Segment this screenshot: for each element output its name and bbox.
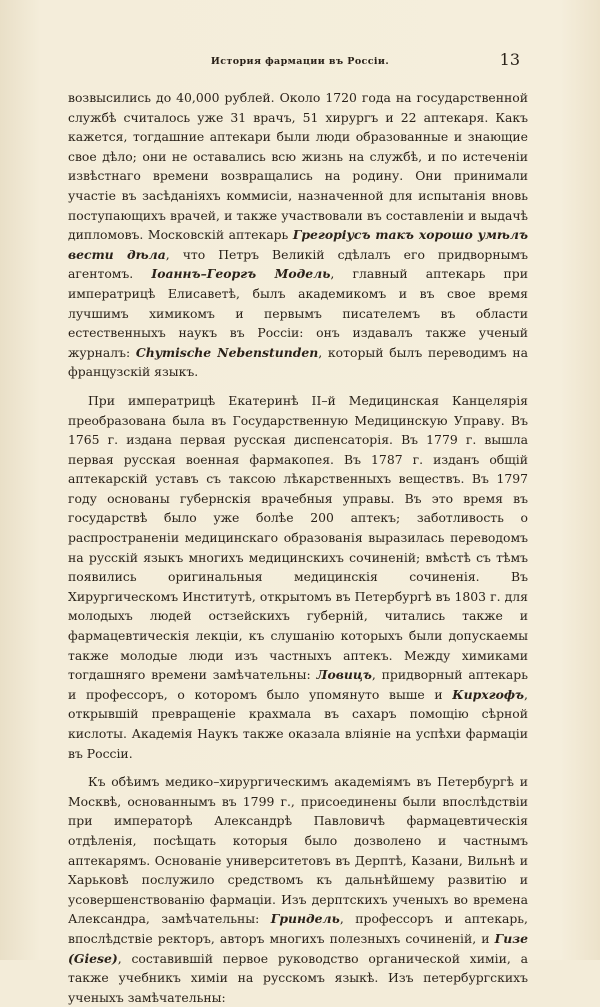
text-run: , профессоръ и аптекарь, впослѣдствіе ректоръ, авторъ многихъ полезныхъ сочиненій, и — [68, 911, 528, 946]
text-run: Къ обѣимъ медико–хирургическимъ академіямъ въ Петербургѣ и Москвѣ, основаннымъ въ 1799 г., присоединены были впослѣдствіи при императорѣ Александрѣ Павловичѣ фармацевтическія отдѣленія, посѣщать которыя было дозволено и частнымъ аптекарямъ. Основаніе университетовъ въ Дерптѣ, Казани, Вильнѣ и Харьковѣ послужило средствомъ къ дальнѣйшему развитію и усовершенствованію фармаціи. Изъ дерптскихъ ученыхъ во времена Александра, замѣчательны: — [68, 774, 528, 927]
page-header — [0, 50, 600, 74]
text-run: , составившій первое руководство органической химіи, а также учебникъ химіи на русскомъ языкѣ. Изъ петербургскихъ ученыхъ замѣчательны: — [68, 950, 528, 1005]
text-run: При императрицѣ Екатеринѣ II–й Медицинская Канцелярія преобразована была въ Государственную Медицинскую Управу. Въ 1765 г. издана первая русская диспенсаторія. Въ 1779 г. вышла первая русская военная фармакопея. Въ 1787 г. изданъ общій аптекарскій уставъ съ таксою лѣкарственныхъ веществъ. Въ 1797 году основаны губернскія врачебныя управы. Въ это время въ государствѣ было уже болѣе 200 аптекъ; заботливость о распространеніи медицинскаго образованія выразилась переводомъ на русскій языкъ многихъ медицинскихъ сочиненій; вмѣстѣ съ тѣмъ появились оригинальныя медицинскія сочиненія. Въ Хирургическомъ Институтѣ, открытомъ въ Петербургѣ въ 1803 г. для молодыхъ людей остзейскихъ губерній, читались также и фармацевтическія лекціи, къ слушанію которыхъ были допускаемы также молодые люди изъ частныхъ аптекъ. Между химиками тогдашняго времени замѣчательны: — [68, 392, 528, 683]
text-run: , который былъ переводимъ на французскій языкъ. — [68, 344, 528, 380]
emphasized-name: Іоаннъ–Георгъ Модель — [151, 266, 331, 282]
emphasized-name: Гриндель — [270, 911, 340, 927]
emphasized-name: Гизе (Giese) — [68, 930, 528, 966]
paragraph — [68, 391, 528, 763]
emphasized-name: Грегоріусъ такъ хорошо умѣлъ вести дѣла — [68, 227, 528, 262]
emphasized-name: Chymische Nebenstunden — [135, 344, 319, 360]
page-number: 13 — [499, 50, 520, 69]
text-run: , придворный аптекарь и профессоръ, о которомъ было упомянуто выше и — [68, 667, 528, 702]
paragraph — [68, 88, 528, 382]
running-title: История фармации въ Россіи. — [210, 56, 390, 67]
text-run: возвысились до 40,000 рублей. Около 1720 года на государственной службѣ считалось уже 31 врачъ, 51 хирургъ и 22 аптекаря. Какъ кажется, тогдашние аптекари были люди образованные и знающие свое дѣло; они не оставались всю жизнь на службѣ, и по истеченіи извѣстнаго времени возвращались на родину. Они принимали участіе въ засѣданіяхъ коммисіи, назначенной для испытанія вновь поступающихъ врачей, и также участвовали въ составленіи и выдачѣ дипломовъ. Московскій аптекарь — [68, 90, 528, 243]
emphasized-name: Ловицъ — [316, 667, 372, 683]
body-text — [68, 88, 528, 1007]
text-run: , главный аптекарь при императрицѣ Елисаветѣ, былъ академикомъ и въ свое время лучшимъ химикомъ и первымъ писателемъ въ области естественныхъ наукъ въ Россіи: онъ издавалъ также ученый журналъ: — [68, 266, 528, 360]
emphasized-name: Кирхгофъ — [452, 686, 525, 702]
paragraph — [68, 772, 528, 1007]
text-run: , что Петръ Великій сдѣлалъ его придворнымъ агентомъ. — [68, 246, 528, 282]
text-run: , открывшій превращеніе крахмала въ сахаръ помощію сѣрной кислоты. Академія Наукъ также оказала вліяніе на успѣхи фармаціи въ Россіи. — [68, 686, 528, 761]
